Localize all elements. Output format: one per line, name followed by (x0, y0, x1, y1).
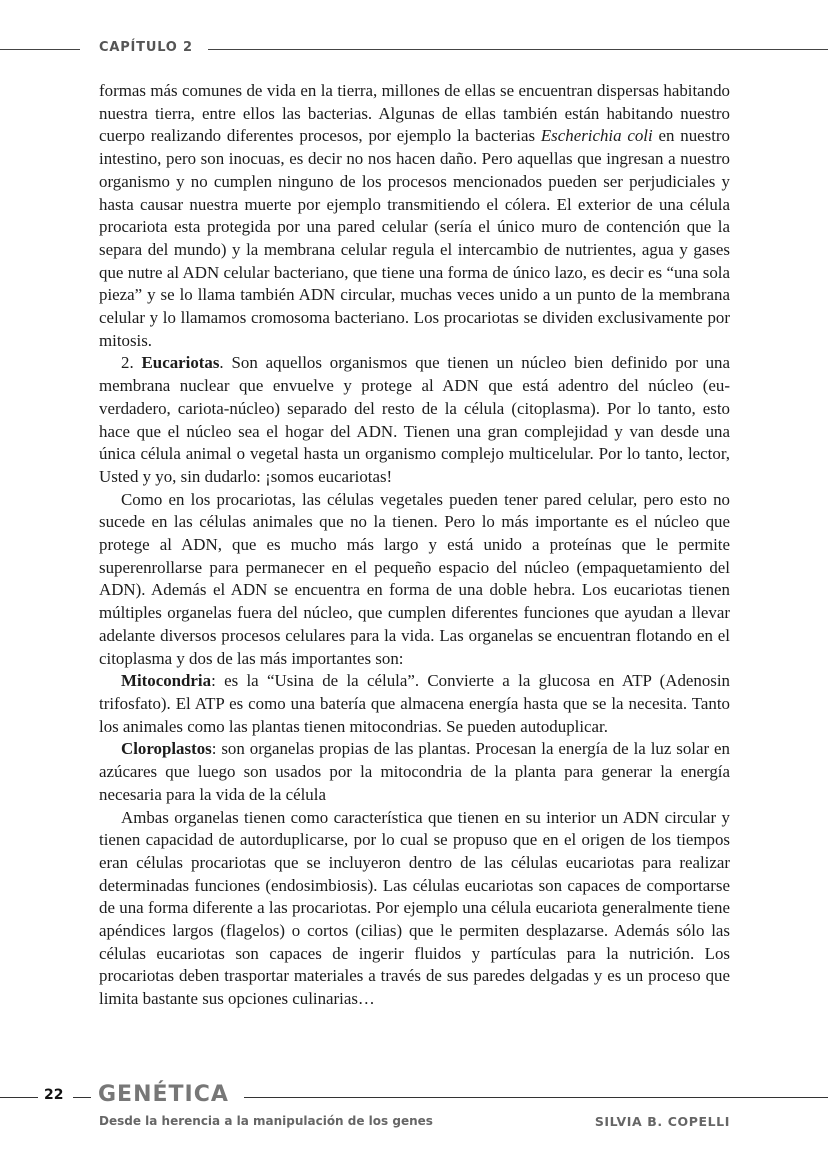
paragraph-text: en nuestro intestino, pero son inocuas, es decir no nos hacen daño. Pero aquellas que ingresan a nuestro organismo y no cumplen ninguno de los procesos mencionados pueden ser perjudiciales y hasta causar nuestra muerte por ejemplo transmitiendo el cólera. El exterior de una célula procariota esta protegida por una pared celular (sería el único muro de contención que la separa del mundo) y la membrana celular regula el intercambio de nutrientes, agua y gases que nutre al ADN celular bacteriano, que tiene una forma de único lazo, es decir es “una sola pieza” y se lo llama también ADN circular, muchas veces unido a un punto de la membrana celular y lo llamamos cromosoma bacteriano. Los procariotas se dividen exclusivamente por mitosis. (99, 126, 730, 350)
body-text (99, 80, 730, 1011)
book-subtitle: Desde la herencia a la manipulación de los genes (99, 1114, 433, 1128)
author-name: SILVIA B. COPELLI (594, 1114, 730, 1129)
term-mitocondria: Mitocondria (121, 671, 212, 691)
footer-rule-mid (73, 1097, 91, 1098)
page-number: 22 (44, 1087, 64, 1103)
header-rule-left (0, 49, 80, 50)
paragraph-cell-comparison: Como en los procariotas, las células vegetales pueden tener pared celular, pero esto no sucede en las células animales que no la tienen. Pero lo más importante es el núcleo que protege al ADN, que es mucho más largo y está unido a proteínas que le permite superenrollarse para permanecer en el pequeño espacio del núcleo (empaquetamiento del ADN). Además el ADN se encuentra en forma de una doble hebra. Los eucariotas tienen múltiples organelas fuera del núcleo, que cumplen diferentes funciones que ayudan a llevar adelante diversos procesos celulares para la vida. Las organelas se encuentran flotando en el citoplasma y dos de las más importantes son: (99, 489, 730, 668)
term-eucariotas: Eucariotas (141, 353, 220, 373)
term-cloroplastos: Cloroplastos (121, 739, 212, 759)
header-rule-right (208, 49, 828, 50)
paragraph-eukaryotes (99, 352, 730, 488)
paragraph-text: formas más comunes de vida en la tierra, millones de ellas se encuentran dispersas habitando nuestra tierra, entre ellos las bacterias. Algunas de ellas también están habitando nuestro cuerpo realizando diferentes procesos, por ejemplo la bacterias (99, 81, 730, 146)
paragraph-chloroplasts (99, 738, 730, 806)
paragraph-mitochondria (99, 670, 730, 738)
paragraph-prokaryotes-continued (99, 80, 730, 352)
running-footer (0, 1080, 828, 1140)
book-title: GENÉTICA (98, 1082, 229, 1107)
species-name: Escherichia coli (540, 126, 653, 146)
footer-rule-right (244, 1097, 828, 1098)
paragraph-endosymbiosis: Ambas organelas tienen como característica que tienen en su interior un ADN circular y tienen capacidad de autorduplicarse, por lo cual se propuso que en el origen de los tiempos eran células procariotas que se incluyeron dentro de las células eucariotas para realizar determinadas funciones (endosimbiosis). Las células eucariotas son capaces de comportarse de una forma diferente a las procariotas. Por ejemplo una célula eucariota generalmente tiene apéndices largos (flagelos) o cortos (cilias) que le permiten desplazarse. Además sólo las células eucariotas son capaces de ingerir fluidos y partículas para la nutrición. Los procariotas deben trasportar materiales a través de sus paredes delgadas y es un proceso que limita bastante sus opciones culinarias… (99, 807, 730, 1009)
paragraph-text: : son organelas propias de las plantas. Procesan la energía de la luz solar en azúcares que luego son usados por la mitocondria de la planta para generar la energía necesaria para la vida de la célula (99, 739, 730, 804)
footer-rule-left (0, 1097, 38, 1098)
chapter-label: CAPÍTULO 2 (99, 40, 193, 55)
paragraph-text: : es la “Usina de la célula”. Convierte a la glucosa en ATP (Adenosin trifosfato). El ATP es como una batería que almacena energía hasta que se la necesita. Tanto los animales como las plantas tienen mitocondrias. Se pueden autoduplicar. (99, 671, 730, 736)
list-number: 2. (121, 353, 142, 373)
running-header (0, 38, 828, 62)
paragraph-text: . Son aquellos organismos que tienen un núcleo bien definido por una membrana nuclear que envuelve y protege al ADN que está adentro del núcleo (eu-verdadero, cariota-núcleo) separado del resto de la célula (citoplasma). Por lo tanto, esto hace que el núcleo sea el hogar del ADN. Tienen una gran complejidad y van desde una única célula animal o vegetal hasta un organismo complejo multicelular. Por lo tanto, lector, Usted y yo, sin dudarlo: ¡somos eucariotas! (99, 353, 731, 486)
